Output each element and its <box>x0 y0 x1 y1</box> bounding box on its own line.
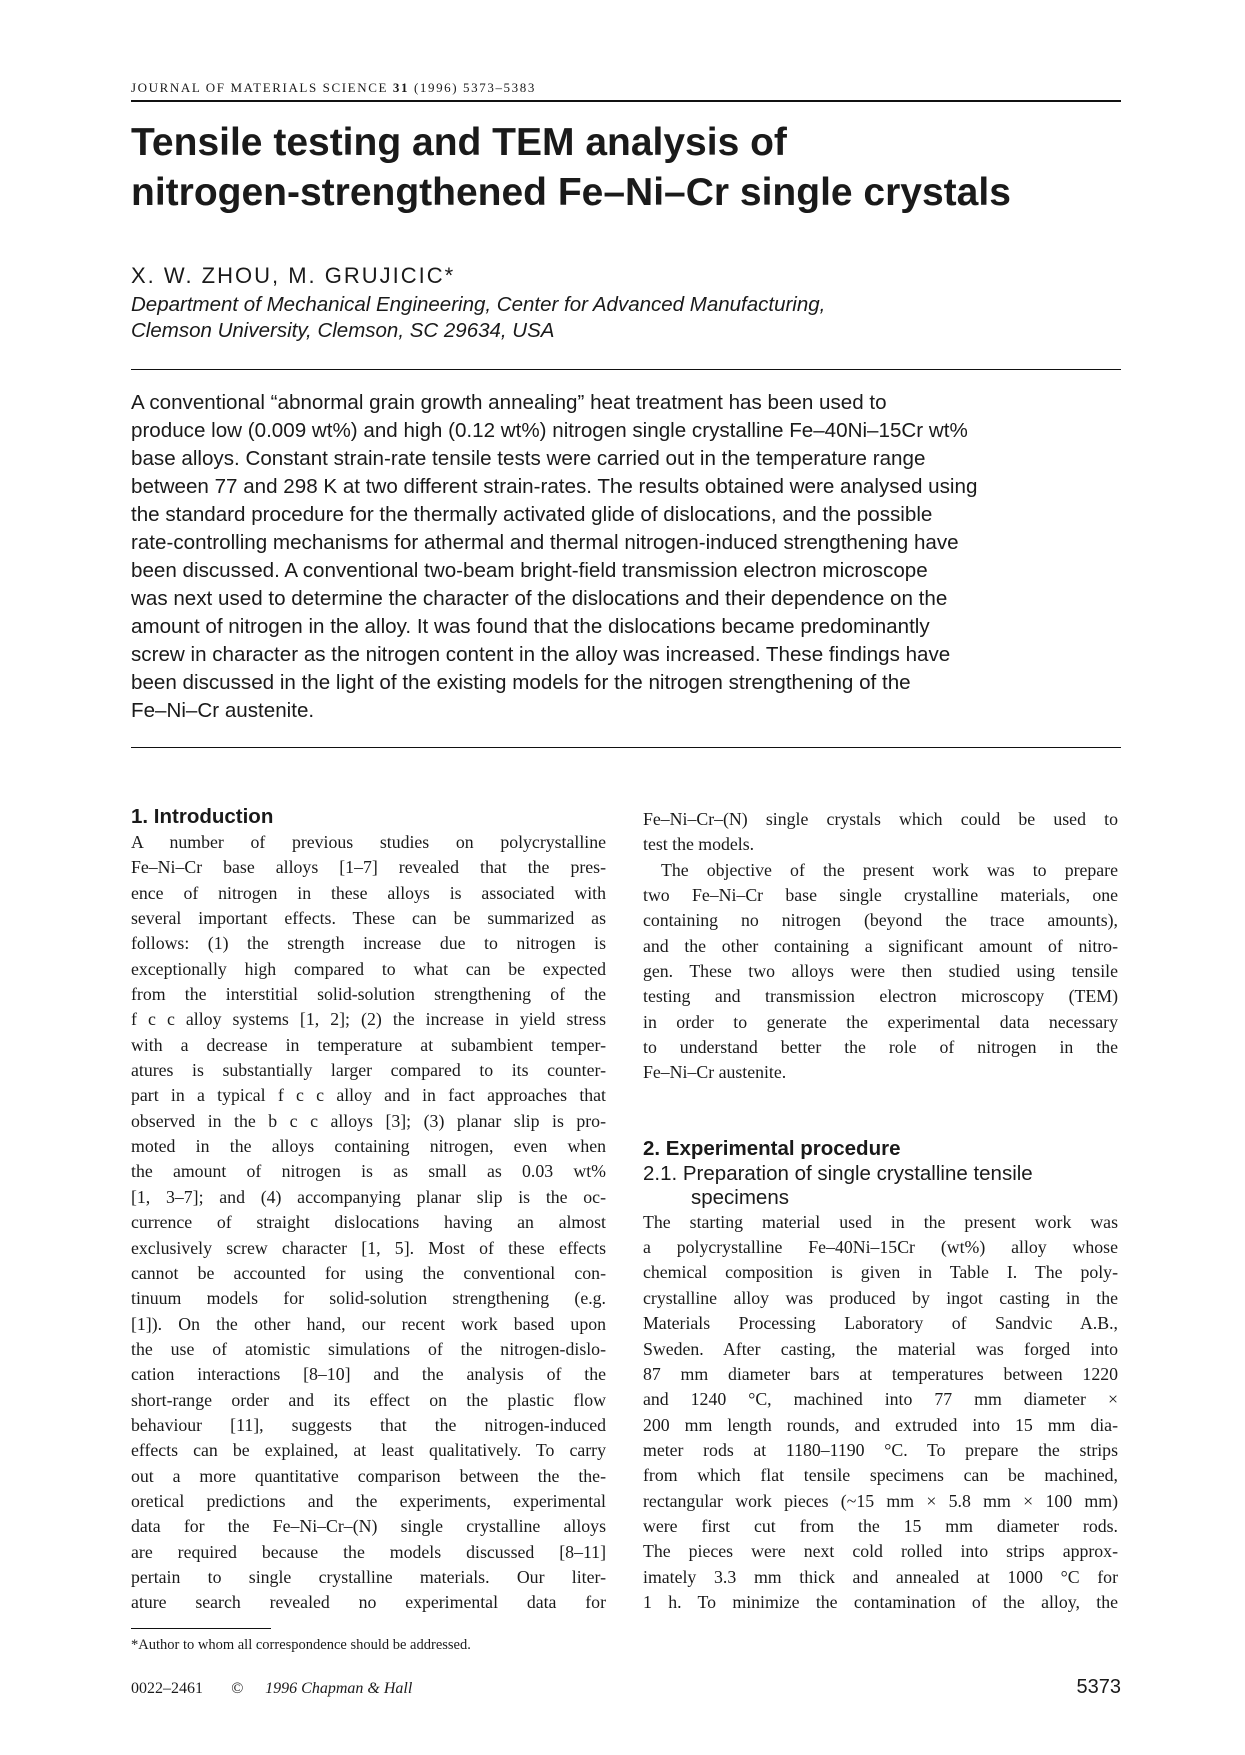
body-line: ence of nitrogen in these alloys is associated with <box>131 882 606 903</box>
issn: 0022–2461 <box>131 1680 203 1697</box>
abstract-line: base alloys. Constant strain-rate tensile tests were carried out in the temperature range <box>131 447 926 470</box>
body-line: behaviour [11], suggests that the nitrogen-induced <box>131 1414 606 1435</box>
abstract-line: rate-controlling mechanisms for athermal and thermal nitrogen-induced strengthening have <box>131 531 959 554</box>
journal-name: JOURNAL OF MATERIALS SCIENCE <box>131 80 389 95</box>
body-line: exclusively screw character [1, 5]. Most of these effects <box>131 1237 606 1258</box>
body-line: atures is substantially larger compared to its counter- <box>131 1060 606 1081</box>
body-line: moted in the alloys containing nitrogen, even when <box>131 1136 606 1157</box>
paper-title <box>131 118 1121 218</box>
abstract-line: between 77 and 298 K at two different strain-rates. The results obtained were analysed using <box>131 475 978 498</box>
abstract-line: A conventional “abnormal grain growth annealing” heat treatment has been used to <box>131 391 887 414</box>
abstract-line: was next used to determine the character of the dislocations and their dependence on the <box>131 587 948 610</box>
body-line: A number of previous studies on polycrystalline <box>131 832 606 852</box>
body-line: crystalline alloy was produced by ingot casting in the <box>643 1287 1118 1308</box>
footer-issn-line <box>131 1680 412 1698</box>
body-line: and 1240 °C, machined into 77 mm diameter × <box>643 1389 1118 1410</box>
authors: X. W. ZHOU, M. GRUJICIC* <box>131 263 456 288</box>
title-line: Tensile testing and TEM analysis of <box>131 121 787 164</box>
body-line: ature search revealed no experimental data for <box>131 1592 606 1613</box>
body-line: gen. These two alloys were then studied using tensile <box>643 961 1118 982</box>
body-line: [1, 3–7]; and (4) accompanying planar slip is the oc- <box>131 1186 606 1207</box>
body-line: several important effects. These can be summarized as <box>131 908 606 929</box>
abstract-line: the standard procedure for the thermally activated glide of dislocations, and the possible <box>131 503 933 526</box>
body-line: 1 h. To minimize the contamination of the alloy, the <box>643 1591 1118 1612</box>
running-head <box>131 80 1121 96</box>
copyright-symbol: © <box>231 1680 244 1697</box>
body-line: out a more quantitative comparison between the the- <box>131 1465 606 1486</box>
abstract-line: been discussed. A conventional two-beam bright-field transmission electron microscope <box>131 559 928 582</box>
body-line: pertain to single crystalline materials. Our liter- <box>131 1566 606 1587</box>
body-line: test the models. <box>643 834 755 855</box>
body-line: cation interactions [8–10] and the analysis of the <box>131 1364 606 1385</box>
body-line: from the interstitial solid-solution strengthening of the <box>131 984 606 1005</box>
body-line: two Fe–Ni–Cr base single crystalline materials, one <box>643 885 1118 906</box>
abstract-line: screw in character as the nitrogen content in the alloy was increased. These findings have <box>131 643 951 666</box>
body-line: chemical composition is given in Table I. The poly- <box>643 1262 1118 1283</box>
right-column <box>643 807 1118 1615</box>
body-line: part in a typical f c c alloy and in fact approaches that <box>131 1085 606 1106</box>
body-line: Materials Processing Laboratory of Sandvic A.B., <box>643 1313 1118 1334</box>
affiliation-line: Clemson University, Clemson, SC 29634, USA <box>131 319 555 342</box>
body-line: The objective of the present work was to prepare <box>661 859 1118 880</box>
abstract-line: been discussed in the light of the existing models for the nitrogen strengthening of the <box>131 671 911 694</box>
abstract-rule-top <box>131 369 1121 370</box>
section-heading-experimental: 2. Experimental procedure <box>643 1136 901 1160</box>
body-line: imately 3.3 mm thick and annealed at 1000 °C for <box>643 1566 1118 1587</box>
body-line: the use of atomistic simulations of the nitrogen-dislo- <box>131 1338 606 1359</box>
affiliation-line: Department of Mechanical Engineering, Center for Advanced Manufacturing, <box>131 293 826 316</box>
header-rule <box>131 100 1121 102</box>
body-line: Fe–Ni–Cr austenite. <box>643 1062 787 1083</box>
body-line: Sweden. After casting, the material was forged into <box>643 1338 1118 1359</box>
affiliation <box>131 292 1121 344</box>
body-line: a polycrystalline Fe–40Ni–15Cr (wt%) alloy whose <box>643 1237 1118 1258</box>
body-line: currence of straight dislocations having an almost <box>131 1212 606 1233</box>
body-line: tinuum models for solid-solution strengthening (e.g. <box>131 1288 606 1309</box>
section-spacer <box>643 1086 1118 1136</box>
body-line: effects can be explained, at least qualitatively. To carry <box>131 1440 606 1461</box>
body-line: follows: (1) the strength increase due to nitrogen is <box>131 933 606 954</box>
body-line: in order to generate the experimental data necessary <box>643 1011 1118 1032</box>
abstract-line: Fe–Ni–Cr austenite. <box>131 699 315 722</box>
body-line: Fe–Ni–Cr base alloys [1–7] revealed that the pres- <box>131 857 606 878</box>
publisher: 1996 Chapman & Hall <box>265 1680 413 1697</box>
body-line: are required because the models discussed [8–11] <box>131 1541 606 1562</box>
body-line: oretical predictions and the experiments, experimental <box>131 1490 606 1511</box>
abstract-line: produce low (0.009 wt%) and high (0.12 wt%) nitrogen single crystalline Fe–40Ni–15Cr wt% <box>131 419 968 442</box>
page-number: 5373 <box>1076 1676 1121 1698</box>
body-line: The pieces were next cold rolled into strips approx- <box>643 1541 1118 1562</box>
body-line: to understand better the role of nitrogen in the <box>643 1037 1118 1058</box>
abstract-rule-bottom <box>131 747 1121 748</box>
body-line: the amount of nitrogen is as small as 0.03 wt% <box>131 1161 606 1182</box>
subsection-heading-line: 2.1. Preparation of single crystalline tensile <box>643 1161 1033 1185</box>
body-line: rectangular work pieces (~15 mm × 5.8 mm × 100 mm) <box>643 1490 1118 1511</box>
subsection-heading <box>643 1162 1118 1210</box>
body-line: f c c alloy systems [1, 2]; (2) the increase in yield stress <box>131 1009 606 1030</box>
body-line: meter rods at 1180–1190 °C. To prepare the strips <box>643 1439 1118 1460</box>
journal-year-pages: (1996) 5373–5383 <box>413 80 536 95</box>
body-line: were first cut from the 15 mm diameter rods. <box>643 1515 1118 1536</box>
body-line: The starting material used in the present work was <box>643 1211 1118 1232</box>
subsection-heading-line: specimens <box>691 1185 789 1209</box>
body-line: and the other containing a significant amount of nitro- <box>643 935 1118 956</box>
body-line: observed in the b c c alloys [3]; (3) planar slip is pro- <box>131 1110 606 1131</box>
abstract <box>131 389 1121 725</box>
footnote-rule <box>131 1628 271 1629</box>
body-line: exceptionally high compared to what can be expected <box>131 958 606 979</box>
title-line: nitrogen-strengthened Fe–Ni–Cr single crystals <box>131 171 1011 214</box>
footnote: *Author to whom all correspondence should be addressed. <box>131 1637 471 1653</box>
section-heading-introduction: 1. Introduction <box>131 805 274 828</box>
abstract-line: amount of nitrogen in the alloy. It was found that the dislocations became predominantly <box>131 615 930 638</box>
journal-volume: 31 <box>392 80 410 95</box>
body-line: 87 mm diameter bars at temperatures between 1220 <box>643 1363 1118 1384</box>
left-column <box>131 804 606 1616</box>
body-line: Fe–Ni–Cr–(N) single crystals which could be used to <box>643 809 1118 829</box>
body-line: cannot be accounted for using the conventional con- <box>131 1262 606 1283</box>
body-line: data for the Fe–Ni–Cr–(N) single crystalline alloys <box>131 1516 606 1537</box>
body-line: 200 mm length rounds, and extruded into 15 mm dia- <box>643 1414 1118 1435</box>
body-line: short-range order and its effect on the plastic flow <box>131 1389 606 1410</box>
body-line: containing no nitrogen (beyond the trace amounts), <box>643 910 1118 931</box>
body-line: with a decrease in temperature at subambient temper- <box>131 1034 606 1055</box>
body-line: from which flat tensile specimens can be machined, <box>643 1465 1118 1486</box>
body-line: [1]). On the other hand, our recent work based upon <box>131 1313 606 1334</box>
body-line: testing and transmission electron microscopy (TEM) <box>643 986 1118 1007</box>
